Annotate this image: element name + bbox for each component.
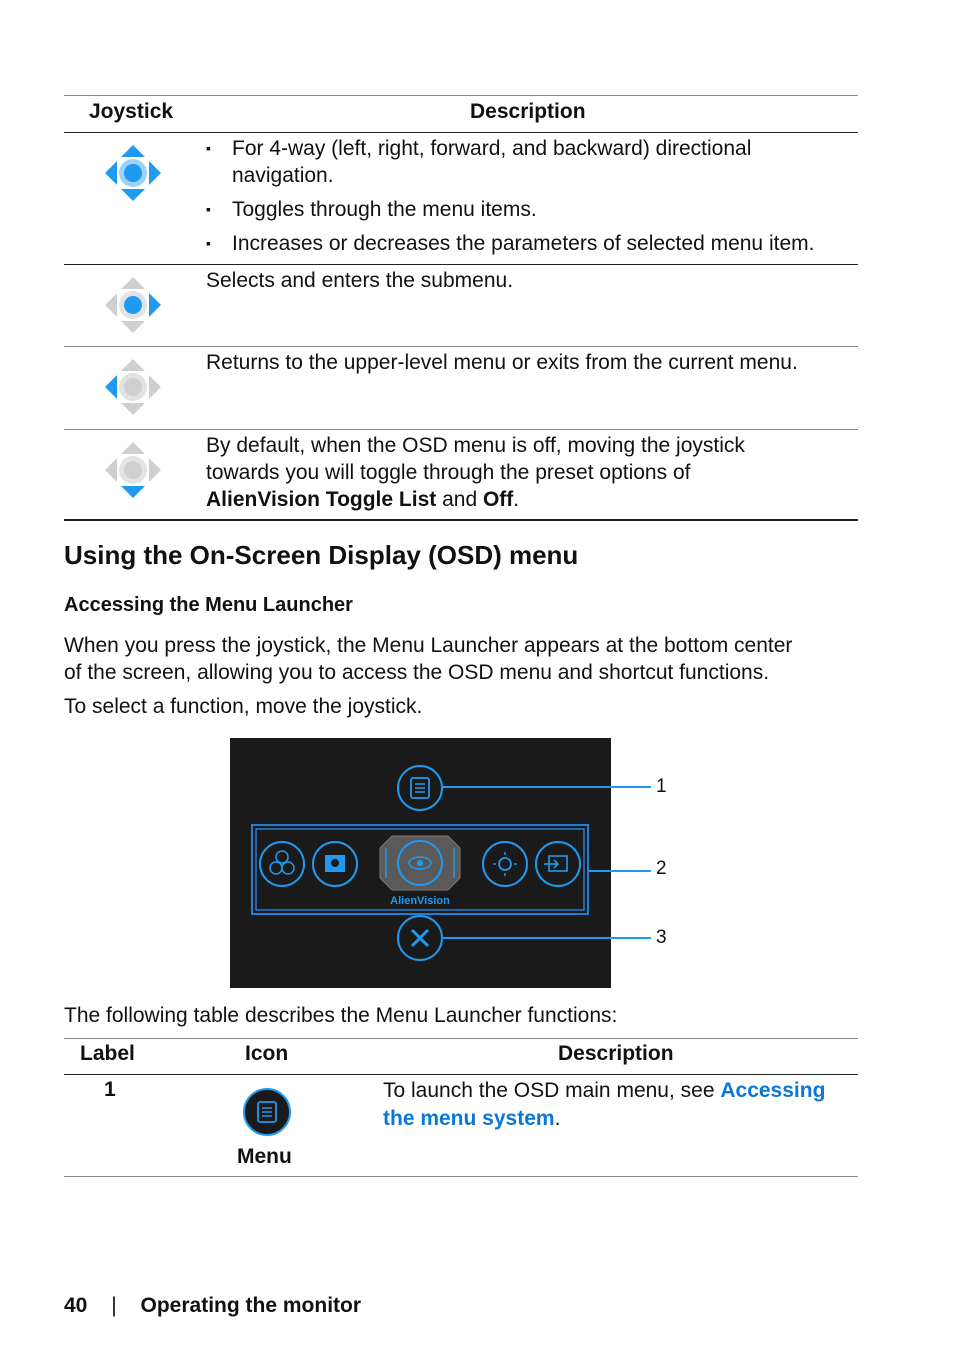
exit-icon (398, 916, 442, 960)
row-description: Returns to the upper-level menu or exits from the current menu. (206, 351, 798, 374)
table-top-rule (64, 95, 858, 96)
brightness-icon (483, 842, 527, 886)
col-header-description: Description (558, 1042, 674, 1065)
menu-icon (242, 1087, 292, 1137)
row-divider (64, 264, 858, 265)
row-description-line: By default, when the OSD menu is off, moving the joystick (206, 434, 745, 457)
paragraph: To select a function, move the joystick. (64, 695, 423, 718)
row-description-line: the menu system. (383, 1107, 561, 1130)
subsection-title: Accessing the Menu Launcher (64, 594, 353, 616)
row-description-line: AlienVision Toggle List and Off. (206, 488, 520, 511)
table-bottom-rule (64, 519, 858, 521)
table-header-rule (64, 132, 858, 133)
row-divider (64, 429, 858, 430)
input-source-icon (536, 842, 580, 886)
col-header-joystick: Joystick (89, 100, 174, 123)
row-description-line: To launch the OSD main menu, see Accessing (383, 1079, 826, 1102)
table-top-rule (64, 1038, 858, 1039)
preset-modes-icon (260, 842, 304, 886)
bold-term: Off (482, 488, 514, 511)
col-header-label: Label (80, 1042, 135, 1065)
joystick-right-icon (103, 275, 163, 335)
row-divider (64, 346, 858, 347)
alienvision-icon (380, 836, 460, 890)
list-item-continuation: navigation. (232, 164, 334, 187)
callout-number: 2 (656, 858, 667, 879)
paragraph: The following table describes the Menu Launcher functions: (64, 1004, 618, 1027)
menu-icon (398, 766, 442, 810)
col-header-description: Description (470, 100, 586, 123)
footer (64, 1294, 361, 1318)
callout-line-1 (443, 786, 651, 788)
accessing-menu-system-link[interactable]: the menu system (383, 1107, 555, 1130)
menu-launcher-illustration (230, 738, 611, 988)
section-title: Using the On-Screen Display (OSD) menu (64, 540, 579, 570)
icon-caption: Menu (237, 1145, 292, 1168)
bold-term: AlienVision Toggle List (206, 488, 437, 511)
table-bottom-rule (64, 1176, 858, 1177)
joystick-left-icon (103, 357, 163, 417)
paragraph-line: When you press the joystick, the Menu Launcher appears at the bottom center (64, 634, 793, 657)
paragraph-line: of the screen, allowing you to access the OSD menu and shortcut functions. (64, 661, 770, 684)
row-description-line: towards you will toggle through the preset options of (206, 461, 691, 484)
joystick-four-way-icon (103, 143, 163, 203)
col-header-icon: Icon (245, 1042, 289, 1065)
chapter-title: Operating the monitor (140, 1294, 362, 1317)
alienvision-label: AlienVision (390, 895, 450, 907)
callout-line-2 (588, 870, 651, 872)
joystick-down-icon (103, 440, 163, 500)
row-label: 1 (104, 1078, 116, 1101)
accessing-menu-system-link[interactable]: Accessing (720, 1079, 826, 1102)
menu-launcher-figure (230, 738, 611, 988)
dark-stabilizer-icon (313, 842, 357, 886)
footer-separator: | (111, 1294, 117, 1317)
callout-number: 1 (656, 776, 667, 797)
callout-line-3 (443, 937, 651, 939)
callout-number: 3 (656, 927, 667, 948)
table-header-rule (64, 1074, 858, 1075)
page-number: 40 (64, 1294, 88, 1317)
row-description: Selects and enters the submenu. (206, 269, 514, 292)
